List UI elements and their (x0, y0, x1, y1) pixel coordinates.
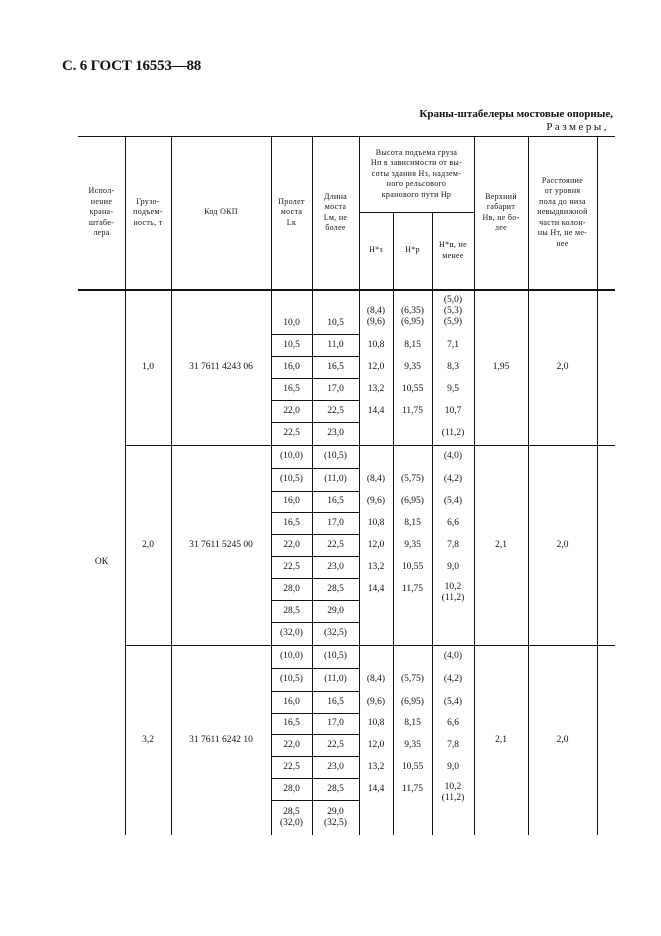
h-z-value: 14,4 (367, 583, 385, 594)
span-value: 28,0 (283, 583, 300, 594)
h-p-value: (5,4) (443, 696, 463, 707)
span-value: 16,5 (283, 517, 300, 528)
table-subtitle: Размеры, (546, 121, 609, 133)
span-value: 16,0 (283, 361, 300, 372)
header-upper-size: Верхний габарит Hв, не бо- лее (482, 191, 520, 232)
span-value: (10,5) (280, 674, 303, 684)
h-r-value: (6,95) (401, 496, 424, 506)
bridge-length-value: 28,5 (327, 783, 344, 794)
h-p-value: 10,7 (444, 405, 462, 416)
h-p-value: (11,2) (441, 428, 465, 438)
h-p-value: 7,1 (447, 339, 459, 350)
h-z-value: 13,2 (367, 561, 385, 572)
bridge-length-value: (11,0) (324, 474, 347, 484)
floor-distance-value: 2,0 (556, 734, 569, 745)
h-r-value: 8,15 (404, 339, 421, 350)
h-r-value: 8,15 (404, 718, 421, 728)
span-value: 10,0 (283, 317, 300, 328)
h-p-value: 9,0 (447, 761, 459, 772)
table-title: Краны-штабелеры мостовые опорные, (419, 108, 613, 120)
bridge-length-value: 23,0 (327, 428, 344, 438)
h-p-value: (5,0) (5,3) (5,9) (443, 295, 463, 327)
table-rule (432, 212, 433, 835)
bridge-length-value: 16,5 (327, 496, 344, 506)
span-value: 22,5 (283, 561, 300, 572)
span-value: 22,5 (283, 428, 300, 438)
h-z-value: (9,6) (366, 496, 386, 506)
capacity-value: 1,0 (142, 361, 154, 372)
table-rule (359, 136, 360, 835)
okp-code-value: 31 7611 4243 06 (189, 361, 253, 372)
h-p-value: (5,4) (443, 496, 463, 506)
floor-distance-value: 2,0 (556, 539, 569, 550)
bridge-length-value: 22,5 (327, 405, 344, 416)
bridge-length-value: 17,0 (327, 517, 344, 528)
upper-size-value: 2,1 (495, 539, 507, 550)
span-value: 28,5 (283, 605, 300, 616)
table-rule (312, 136, 313, 835)
h-z-value: (8,4) (366, 474, 386, 484)
h-p-value: 10,2 (11,2) (441, 582, 465, 603)
h-r-value: (5,75) (401, 674, 424, 684)
bridge-length-value: 29,0 (32,5) (324, 806, 347, 828)
h-z-value: (8,4) (366, 674, 386, 684)
h-p-value: (4,2) (443, 674, 463, 684)
bridge-length-value: 16,5 (327, 696, 344, 707)
span-value: 22,0 (283, 539, 300, 550)
bridge-length-value: 17,0 (327, 383, 344, 394)
h-z-value: 14,4 (367, 405, 385, 416)
h-z-value: (9,6) (366, 696, 386, 707)
h-p-value: 8,3 (447, 361, 459, 372)
header-bridge-length: Длина моста Lм, не более (323, 191, 348, 232)
span-value: (10,0) (280, 451, 303, 461)
h-r-value: 9,35 (404, 739, 421, 750)
okp-code-value: 31 7611 5245 00 (189, 539, 253, 550)
bridge-length-value: 28,5 (327, 583, 344, 594)
span-value: 28,5 (32,0) (280, 806, 303, 828)
table-rule (271, 136, 272, 835)
h-r-value: 10,55 (401, 561, 424, 572)
h-z-value: 12,0 (367, 539, 385, 550)
table-rule (474, 136, 475, 835)
span-value: 16,0 (283, 696, 300, 707)
h-z-value: 10,8 (367, 718, 385, 728)
table-rule (597, 136, 598, 835)
span-value: 22,0 (283, 405, 300, 416)
bridge-length-value: (11,0) (324, 674, 347, 684)
span-value: 22,5 (283, 761, 300, 772)
okp-code-value: 31 7611 6242 10 (189, 734, 253, 745)
h-p-value: 6,6 (447, 517, 459, 528)
h-z-value: (8,4) (9,6) (366, 305, 386, 327)
h-p-value: (4,0) (443, 451, 463, 461)
header-h-r: H*р (405, 245, 420, 255)
h-p-value: (4,0) (443, 651, 463, 661)
table-rule (171, 136, 172, 835)
h-r-value: 10,55 (401, 383, 424, 394)
span-value: 16,5 (283, 383, 300, 394)
span-value: 16,0 (283, 496, 300, 506)
span-value: 16,5 (283, 718, 300, 728)
h-z-value: 14,4 (367, 783, 385, 794)
h-r-value: 11,75 (401, 583, 424, 594)
h-z-value: 13,2 (367, 383, 385, 394)
header-okp-code: Код ОКП (204, 207, 238, 217)
h-r-value: 10,55 (401, 761, 424, 772)
h-p-value: 10,2 (11,2) (441, 782, 465, 803)
bridge-length-value: 22,5 (327, 739, 344, 750)
header-h-z: H*з (369, 245, 383, 255)
h-r-value: (6,35) (6,95) (401, 305, 424, 327)
header-floor-distance: Расстояние от уровня пола до низа невыдвижной части колон- ны Hт, не ме- нее (537, 175, 588, 248)
h-z-value: 13,2 (367, 761, 385, 772)
span-value: (32,0) (280, 628, 303, 638)
header-h-p: H*п, не менее (439, 240, 467, 260)
execution-value: ОК (94, 556, 109, 567)
bridge-length-value: 29,0 (327, 605, 344, 616)
span-value: 28,0 (283, 783, 300, 794)
h-p-value: 9,5 (447, 383, 459, 394)
h-r-value: (6,95) (401, 696, 424, 707)
h-p-value: 7,8 (447, 539, 459, 550)
bridge-length-value: (10,5) (324, 451, 347, 461)
capacity-value: 3,2 (142, 734, 154, 745)
bridge-length-value: (32,5) (324, 628, 347, 638)
h-r-value: 9,35 (404, 361, 421, 372)
bridge-length-value: 17,0 (327, 718, 344, 728)
h-r-value: 8,15 (404, 517, 421, 528)
table-rule (359, 212, 474, 213)
span-value: (10,0) (280, 651, 303, 661)
bridge-length-value: 10,5 (327, 317, 344, 328)
h-z-value: 10,8 (367, 517, 385, 528)
h-r-value: 9,35 (404, 539, 421, 550)
h-p-value: 9,0 (447, 561, 459, 572)
bridge-length-value: 16,5 (327, 361, 344, 372)
bridge-length-value: 11,0 (327, 339, 344, 350)
upper-size-value: 2,1 (495, 734, 507, 745)
span-value: (10,5) (280, 474, 303, 484)
span-value: 10,5 (283, 339, 300, 350)
header-capacity: Грузо- подъем- ность, т (133, 196, 163, 227)
h-r-value: (5,75) (401, 474, 424, 484)
h-p-value: (4,2) (443, 474, 463, 484)
h-z-value: 10,8 (367, 339, 385, 350)
header-span: Пролет моста Lк (278, 196, 305, 227)
upper-size-value: 1,95 (492, 361, 510, 372)
h-r-value: 11,75 (401, 405, 424, 416)
header-lift-height-group: Высота подъема груза Hп в зависимости от вы- соты здания Hз, надзем- ного рельсового кранового пути Hр (370, 147, 463, 199)
page-header: С. 6 ГОСТ 16553—88 (62, 58, 202, 74)
h-z-value: 12,0 (367, 361, 385, 372)
h-p-value: 7,8 (447, 739, 459, 750)
table-rule (528, 136, 529, 835)
h-z-value: 12,0 (367, 739, 385, 750)
bridge-length-value: (10,5) (324, 651, 347, 661)
table-rule (125, 136, 126, 835)
table-rule (393, 212, 394, 835)
floor-distance-value: 2,0 (556, 361, 569, 372)
bridge-length-value: 22,5 (327, 539, 344, 550)
h-p-value: 6,6 (447, 718, 459, 728)
h-r-value: 11,75 (401, 783, 424, 794)
bridge-length-value: 23,0 (327, 761, 344, 772)
capacity-value: 2,0 (142, 539, 154, 550)
span-value: 22,0 (283, 739, 300, 750)
bridge-length-value: 23,0 (327, 561, 344, 572)
header-execution: Испол- нение крана- штабе- лера (88, 186, 115, 238)
